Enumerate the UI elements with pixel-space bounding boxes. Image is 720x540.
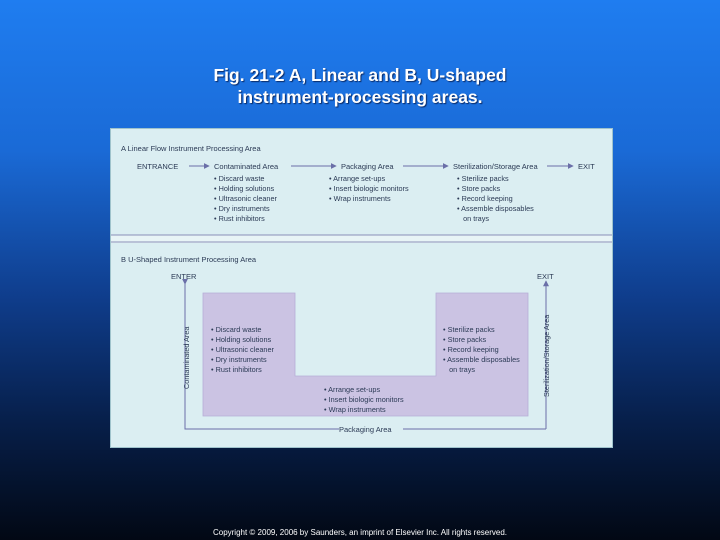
list-item: • Assemble disposables	[443, 355, 520, 364]
panel-a-contaminated-list	[214, 174, 278, 223]
list-item: • Discard waste	[211, 325, 262, 334]
list-item: • Sterilize packs	[457, 174, 509, 183]
panel-b-heading: B U-Shaped Instrument Processing Area	[121, 255, 257, 264]
figure-diagram	[111, 129, 612, 447]
panel-a-packaging-label: Packaging Area	[341, 162, 394, 171]
list-item: • Holding solutions	[214, 184, 275, 193]
list-item: • Store packs	[443, 335, 487, 344]
list-item: • Assemble disposables	[457, 204, 534, 213]
list-item: • Ultrasonic cleaner	[211, 345, 274, 354]
panel-b-exit-label: EXIT	[537, 272, 554, 281]
panel-b-enter-label: ENTER	[171, 272, 197, 281]
list-item: • Insert biologic monitors	[324, 395, 404, 404]
slide-title	[0, 64, 720, 108]
list-item: • Ultrasonic cleaner	[214, 194, 277, 203]
list-item: • Rust inhibitors	[211, 365, 262, 374]
panel-a-packaging-list	[329, 174, 409, 203]
list-item: • Holding solutions	[211, 335, 272, 344]
list-item: • Dry instruments	[211, 355, 267, 364]
copyright-notice: Copyright © 2009, 2006 by Saunders, an imprint of Elsevier Inc. All rights reserved.	[212, 528, 508, 537]
list-item: • Arrange set-ups	[329, 174, 386, 183]
list-item: • Store packs	[457, 184, 501, 193]
list-item: • Insert biologic monitors	[329, 184, 409, 193]
slide-title-line-2: instrument-processing areas.	[237, 87, 483, 107]
panel-a-exit-label: EXIT	[578, 162, 595, 171]
list-item: • Wrap instruments	[329, 194, 391, 203]
list-item: • Dry instruments	[214, 204, 270, 213]
list-item: • Sterilize packs	[443, 325, 495, 334]
panel-b-contaminated-label: Contaminated Area	[182, 326, 191, 389]
list-item: • Wrap instruments	[324, 405, 386, 414]
panel-b-sterilization-label: Sterilization/Storage Area	[542, 314, 551, 397]
list-item: on trays	[443, 365, 476, 374]
panel-a-sterilization-list	[457, 174, 534, 223]
processing-areas-figure	[110, 128, 613, 448]
panel-a-heading: A Linear Flow Instrument Processing Area	[121, 144, 261, 153]
panel-a-contaminated-label: Contaminated Area	[214, 162, 279, 171]
list-item: • Record keeping	[443, 345, 499, 354]
list-item: • Rust inhibitors	[214, 214, 265, 223]
slide-title-line-1: Fig. 21-2 A, Linear and B, U-shaped	[213, 65, 507, 85]
list-item: on trays	[457, 214, 490, 223]
list-item: • Discard waste	[214, 174, 265, 183]
panel-a-sterilization-label: Sterilization/Storage Area	[453, 162, 538, 171]
panel-b-packaging-label: Packaging Area	[339, 425, 392, 434]
list-item: • Arrange set-ups	[324, 385, 381, 394]
panel-a-entrance-label: ENTRANCE	[137, 162, 179, 171]
list-item: • Record keeping	[457, 194, 513, 203]
